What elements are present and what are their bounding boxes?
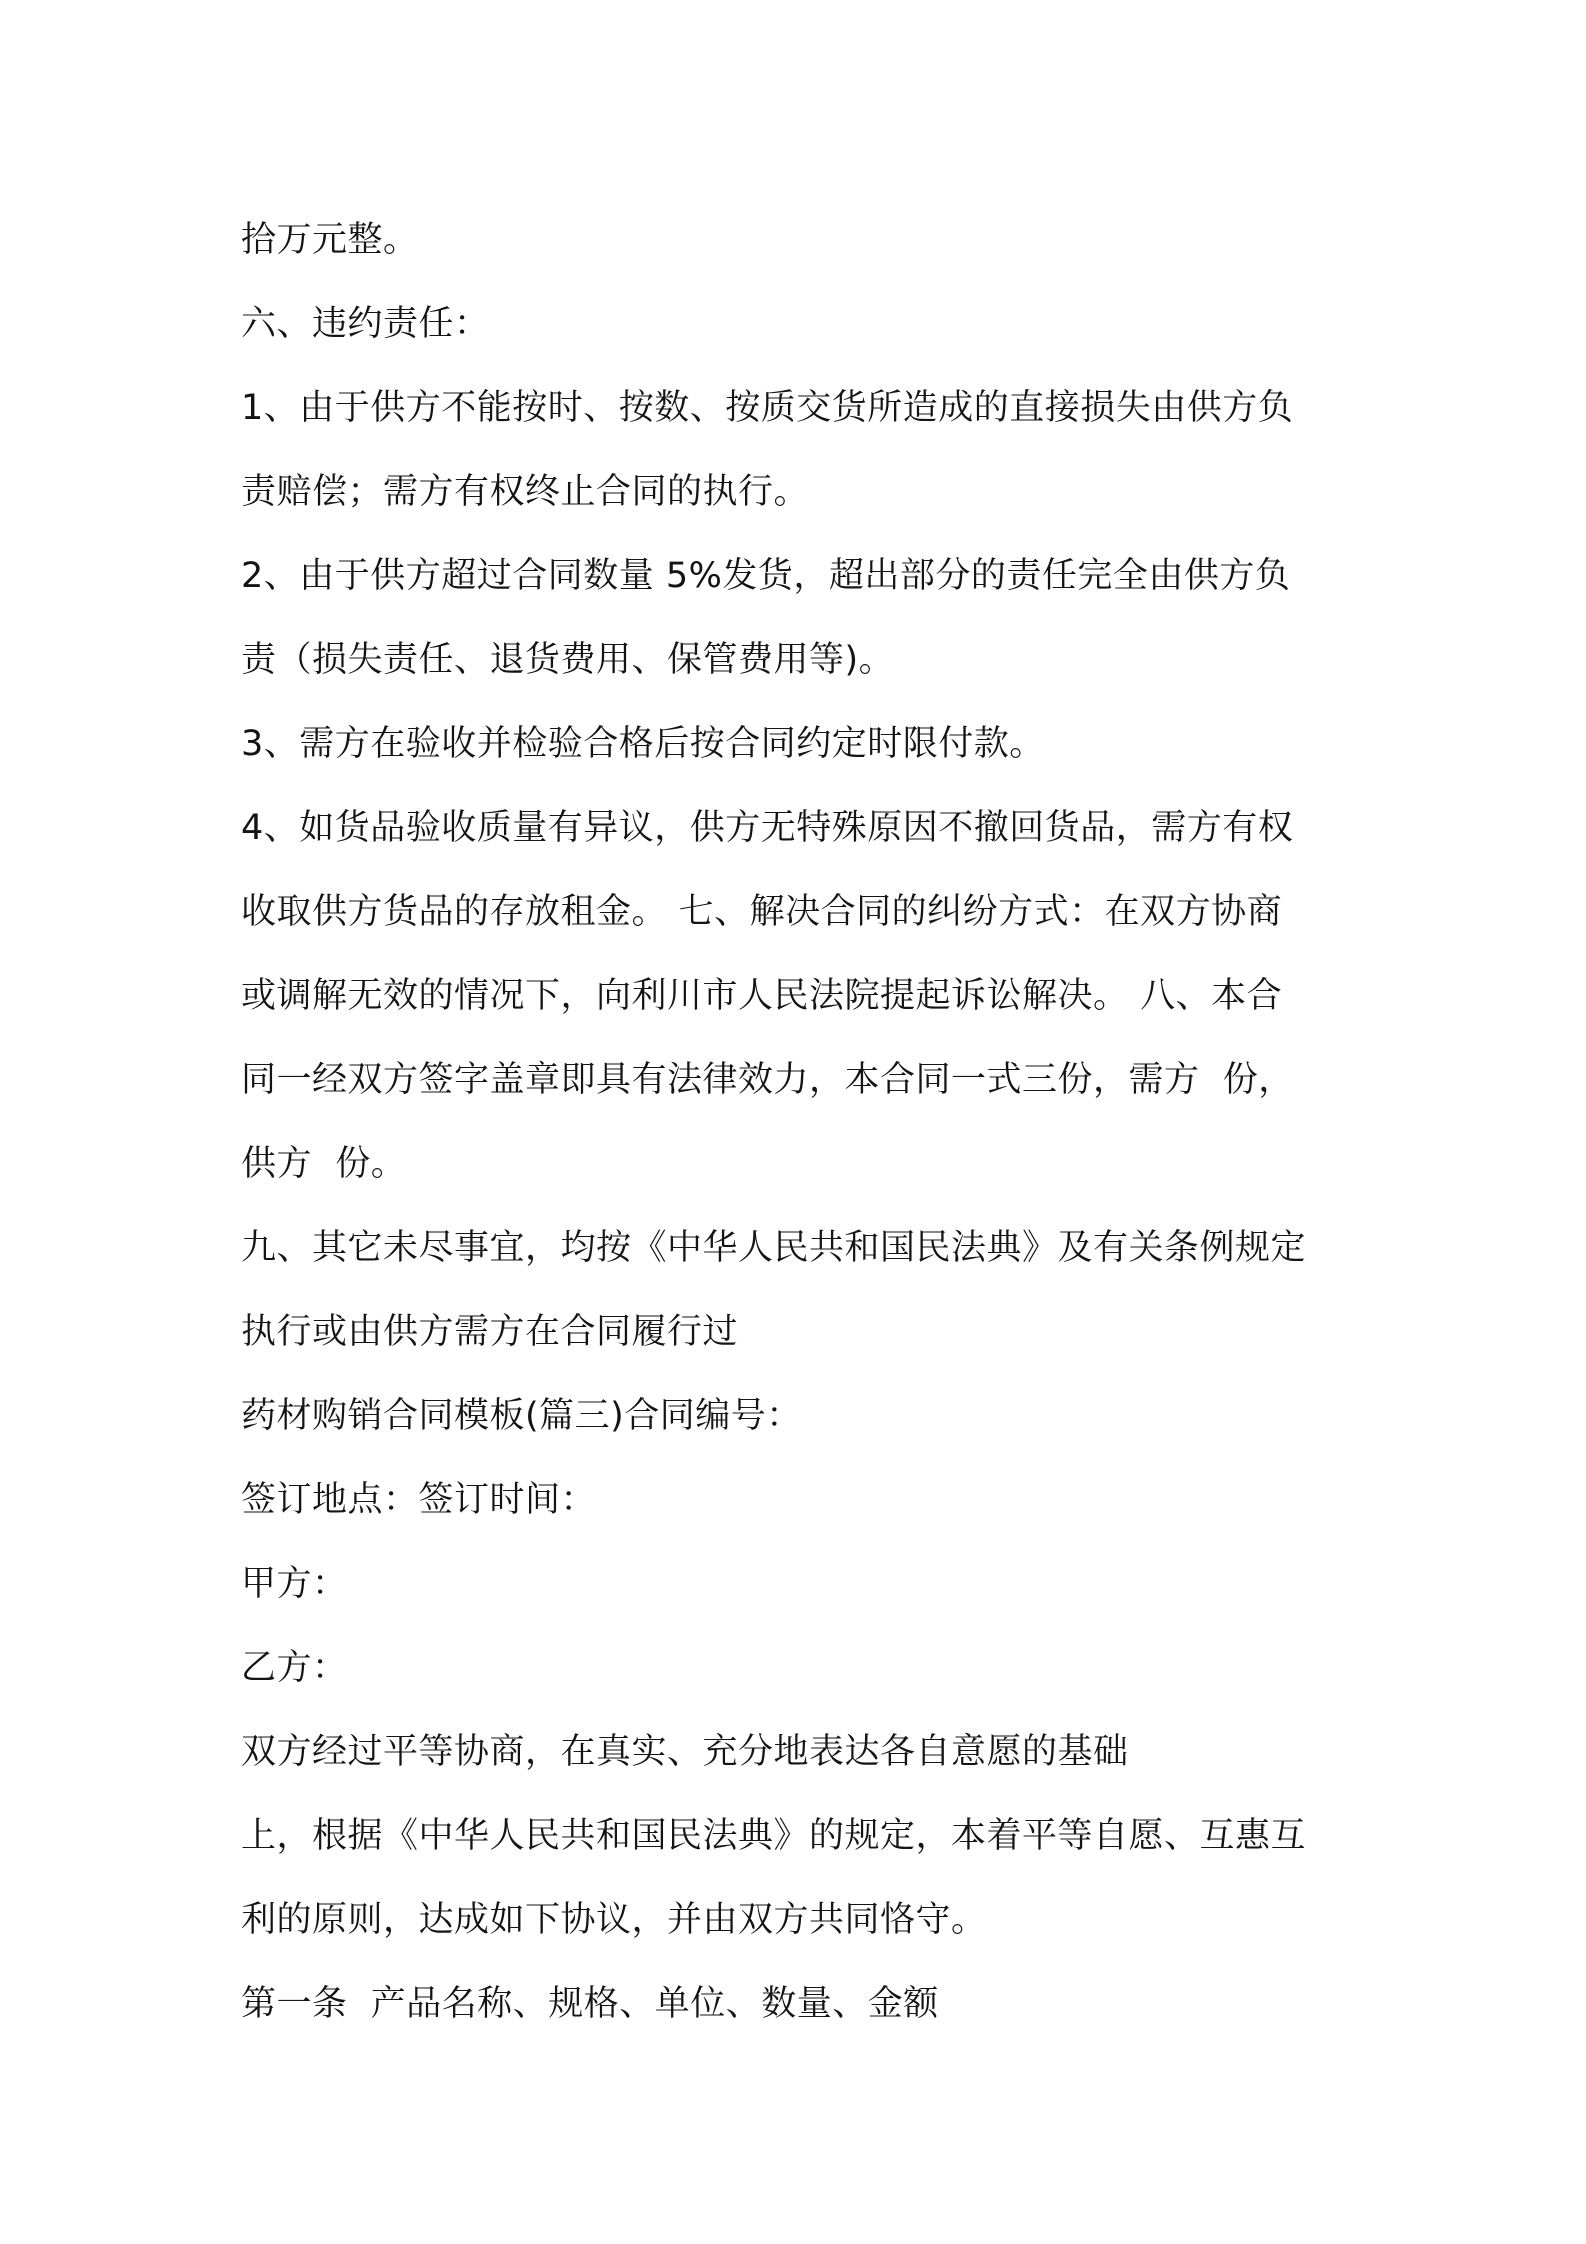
contract-title-line: 药材购销合同模板(篇三)合同编号： — [241, 1396, 802, 1436]
text-line: 供方 份。 — [241, 1144, 407, 1184]
text-line: 2、由于供方超过合同数量 5%发货，超出部分的责任完全由供方负 — [241, 556, 1291, 596]
text-line: 上，根据《中华人民共和国民法典》的规定，本着平等自愿、互惠互 — [241, 1816, 1307, 1856]
article-one-heading: 第一条 产品名称、规格、单位、数量、金额 — [241, 1984, 939, 2024]
text-line: 执行或由供方需方在合同履行过 — [241, 1312, 739, 1352]
party-a-line: 甲方： — [241, 1564, 348, 1604]
text-line: 利的原则，达成如下协议，并由双方共同恪守。 — [241, 1900, 987, 1940]
party-b-line: 乙方： — [241, 1648, 348, 1688]
text-line: 4、如货品验收质量有异议，供方无特殊原因不撤回货品，需方有权 — [241, 808, 1294, 848]
text-line: 责（损失责任、退货费用、保管费用等)。 — [241, 640, 895, 680]
text-line: 九、其它未尽事宜，均按《中华人民共和国民法典》及有关条例规定 — [241, 1228, 1307, 1268]
text-line: 拾万元整。 — [241, 220, 419, 260]
text-line: 或调解无效的情况下，向利川市人民法院提起诉讼解决。 八、本合 — [241, 976, 1283, 1016]
signing-place-time-line: 签订地点：签订时间： — [241, 1480, 597, 1520]
text-line: 1、由于供方不能按时、按数、按质交货所造成的直接损失由供方负 — [241, 388, 1294, 428]
document-body — [241, 198, 1361, 2046]
text-line: 3、需方在验收并检验合格后按合同约定时限付款。 — [241, 724, 1045, 764]
text-line: 收取供方货品的存放租金。 七、解决合同的纠纷方式：在双方协商 — [241, 892, 1283, 932]
text-line: 同一经双方签字盖章即具有法律效力，本合同一式三份，需方 份， — [241, 1060, 1294, 1100]
section-heading-breach-liability: 六、违约责任： — [241, 304, 490, 344]
text-line: 双方经过平等协商，在真实、充分地表达各自意愿的基础 — [241, 1732, 1129, 1772]
text-line: 责赔偿；需方有权终止合同的执行。 — [241, 472, 810, 512]
